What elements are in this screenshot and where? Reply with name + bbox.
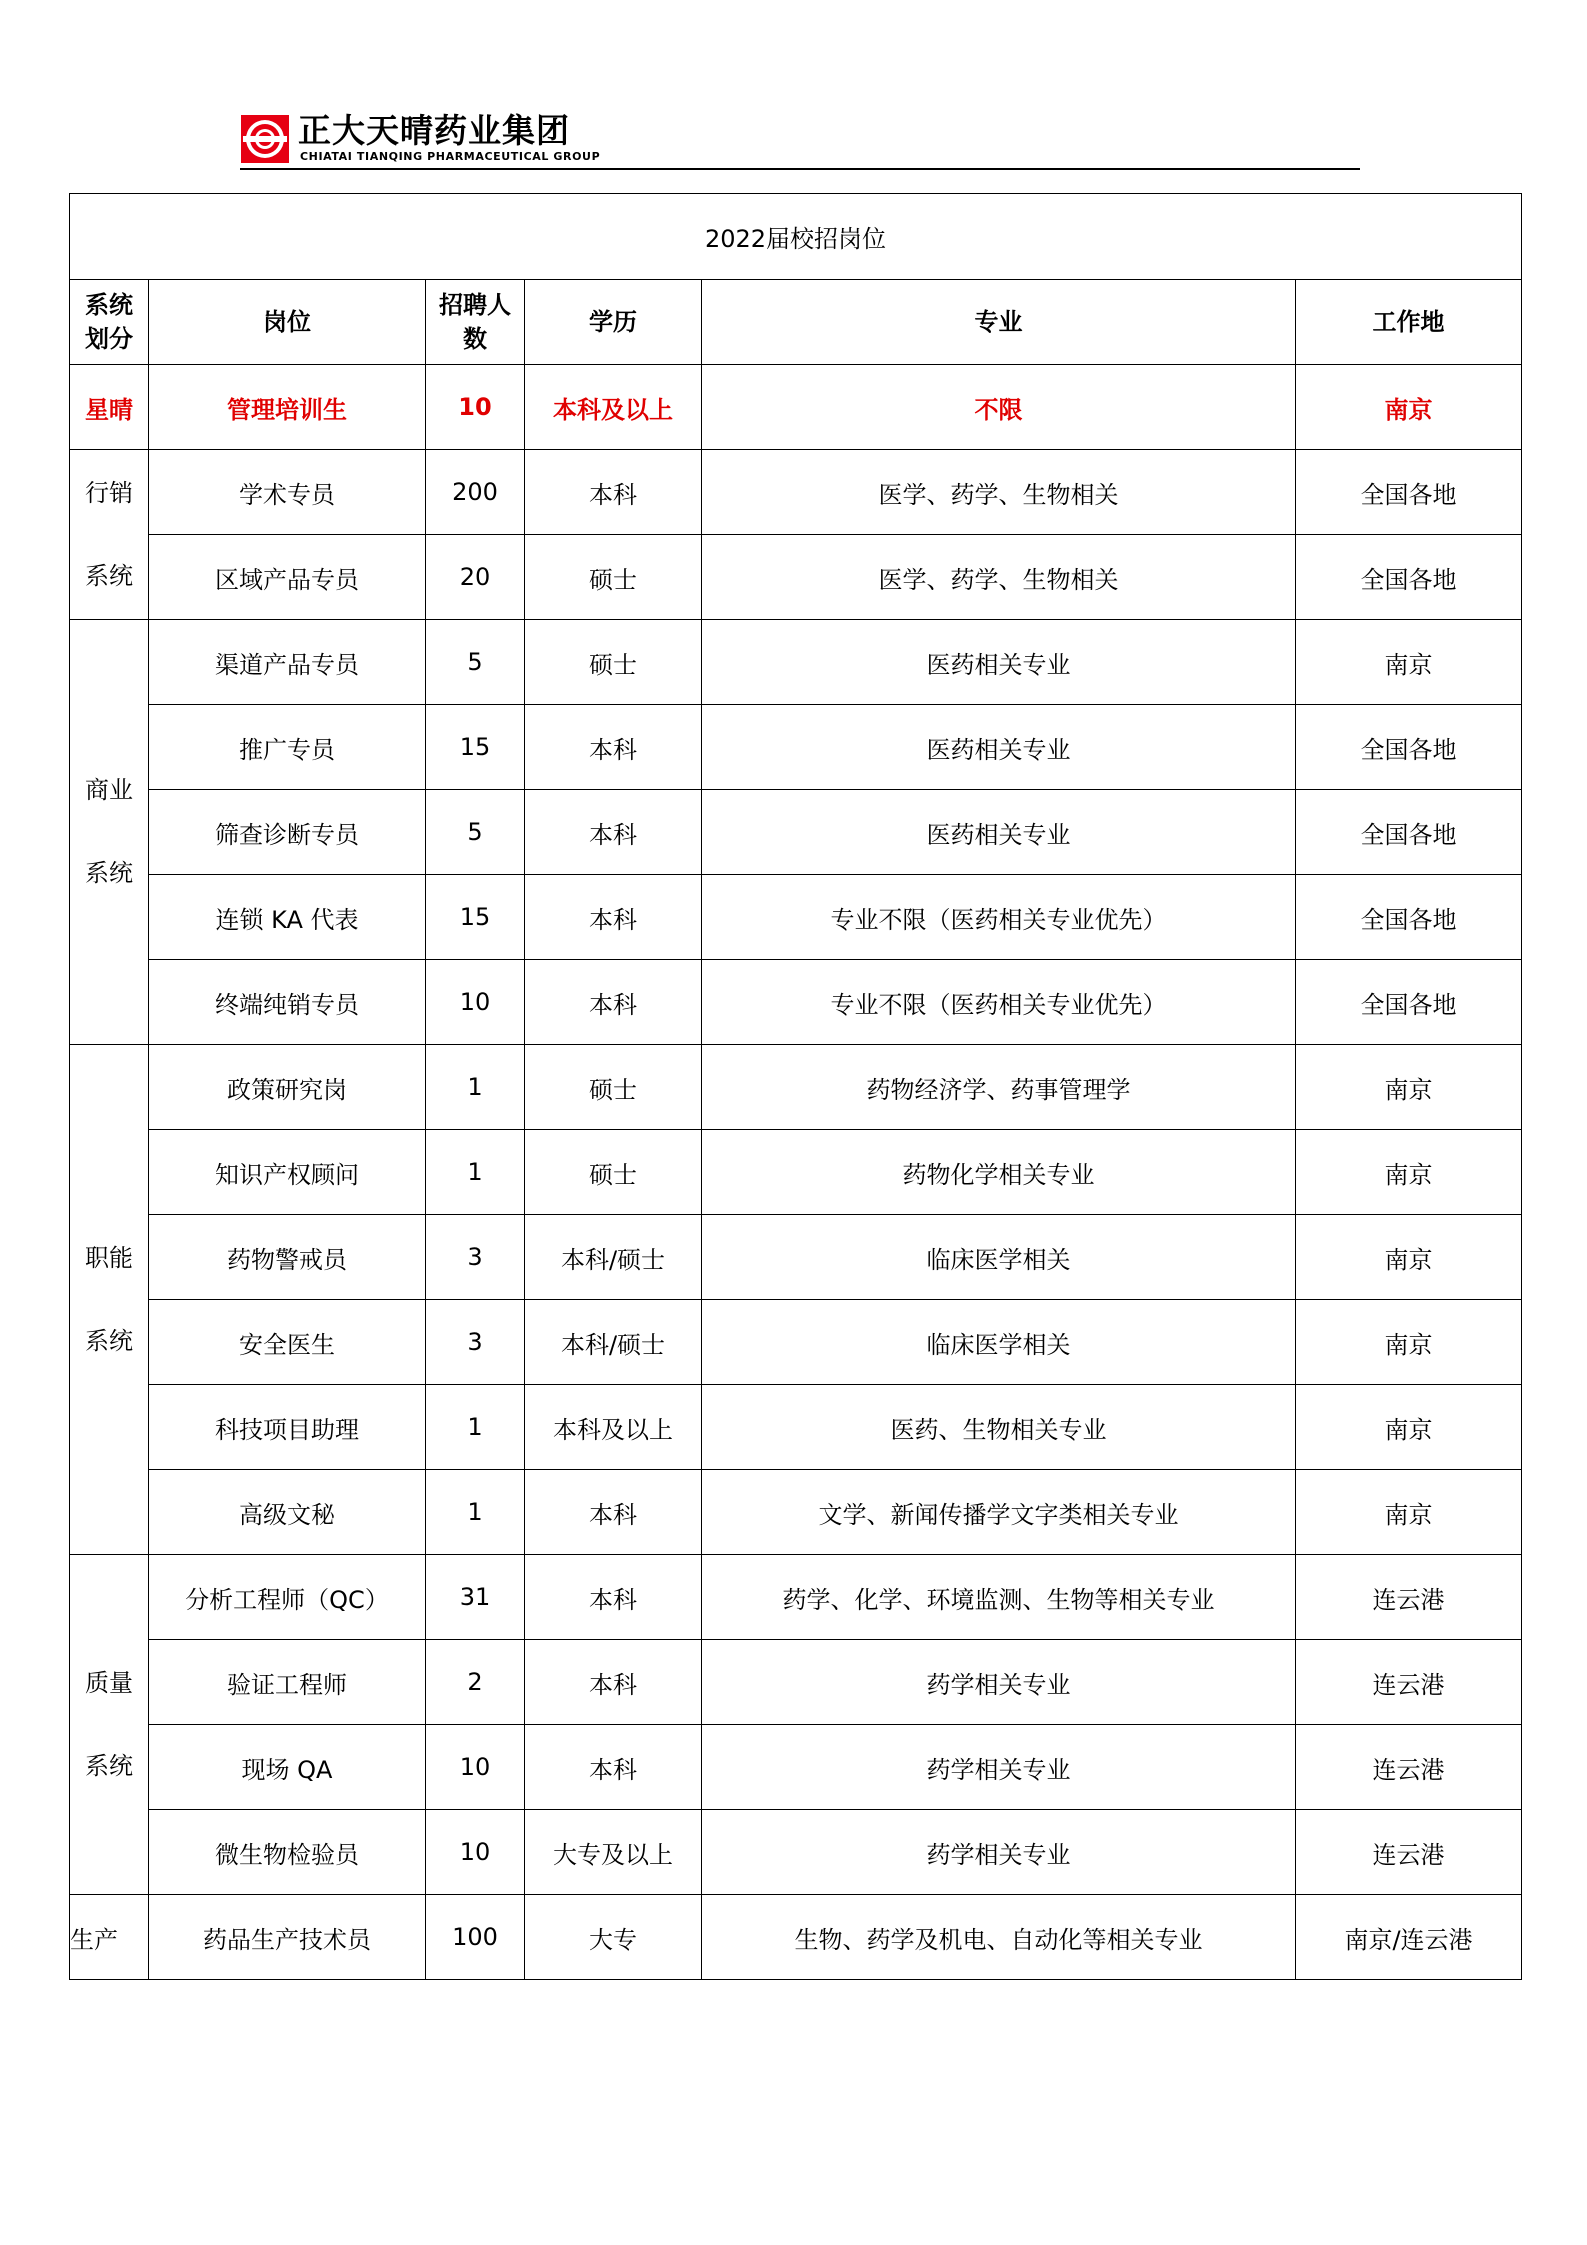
cell-major: 医药、生物相关专业 [702,1385,1296,1470]
table-row [70,1130,1522,1215]
cell-education: 本科 [525,450,702,535]
cell-education: 本科 [525,1470,702,1555]
company-logo-icon [240,114,290,164]
table-row [70,620,1522,705]
cell-position: 药品生产技术员 [149,1895,426,1980]
cell-position: 区域产品专员 [149,535,426,620]
cell-education: 本科及以上 [525,1385,702,1470]
cell-major: 药物化学相关专业 [702,1130,1296,1215]
cell-education: 硕士 [525,1045,702,1130]
cell-count: 20 [426,535,525,620]
cell-position: 微生物检验员 [149,1810,426,1895]
table-row [70,790,1522,875]
cell-location: 南京 [1296,1130,1522,1215]
cell-location: 连云港 [1296,1640,1522,1725]
cell-count: 15 [426,705,525,790]
cell-location: 南京/连云港 [1296,1895,1522,1980]
cell-location: 南京 [1296,1300,1522,1385]
table-row [70,1385,1522,1470]
table-row [70,1215,1522,1300]
cell-position: 现场 QA [149,1725,426,1810]
cell-education: 本科 [525,960,702,1045]
group-cell-functional: 职能 系统 [70,1045,149,1555]
cell-major: 临床医学相关 [702,1300,1296,1385]
table-title: 2022届校招岗位 [70,194,1522,280]
cell-location: 全国各地 [1296,960,1522,1045]
cell-location: 南京 [1296,1045,1522,1130]
header-education: 学历 [525,280,702,365]
cell-education: 硕士 [525,1130,702,1215]
cell-major: 药学相关专业 [702,1725,1296,1810]
cell-major: 专业不限（医药相关专业优先） [702,960,1296,1045]
cell-education: 本科/硕士 [525,1215,702,1300]
cell-education: 大专及以上 [525,1810,702,1895]
cell-major: 专业不限（医药相关专业优先） [702,875,1296,960]
cell-count: 5 [426,790,525,875]
table-row [70,1300,1522,1385]
cell-location: 南京 [1296,365,1522,450]
group-cell-marketing: 行销 系统 [70,450,149,620]
cell-location: 全国各地 [1296,790,1522,875]
cell-position: 学术专员 [149,450,426,535]
brand-name-cn: 正大天晴药业集团 [298,111,570,150]
cell-count: 10 [426,365,525,450]
cell-position: 安全医生 [149,1300,426,1385]
cell-education: 本科及以上 [525,365,702,450]
cell-major: 生物、药学及机电、自动化等相关专业 [702,1895,1296,1980]
header-major: 专业 [702,280,1296,365]
cell-count: 3 [426,1215,525,1300]
group-cell-xingqing: 星晴 [70,365,149,450]
cell-count: 3 [426,1300,525,1385]
group-cell-business: 商业 系统 [70,620,149,1045]
page-header [240,110,1360,168]
cell-location: 南京 [1296,620,1522,705]
cell-position: 终端纯销专员 [149,960,426,1045]
cell-major: 医学、药学、生物相关 [702,535,1296,620]
cell-education: 本科 [525,1555,702,1640]
cell-count: 10 [426,960,525,1045]
cell-count: 1 [426,1130,525,1215]
group-cell-production: 生产 [70,1895,149,1980]
table-row [70,1045,1522,1130]
cell-major: 临床医学相关 [702,1215,1296,1300]
cell-count: 10 [426,1725,525,1810]
cell-position: 高级文秘 [149,1470,426,1555]
cell-position: 药物警戒员 [149,1215,426,1300]
cell-count: 31 [426,1555,525,1640]
brand-name-en: CHIATAI TIANQING PHARMACEUTICAL GROUP [300,150,601,163]
cell-position: 知识产权顾问 [149,1130,426,1215]
group-cell-quality: 质量 系统 [70,1555,149,1895]
table-row [70,365,1522,450]
cell-position: 验证工程师 [149,1640,426,1725]
cell-location: 南京 [1296,1215,1522,1300]
cell-major: 药学相关专业 [702,1640,1296,1725]
cell-location: 全国各地 [1296,535,1522,620]
header-headcount: 招聘人 数 [426,280,525,365]
cell-count: 1 [426,1045,525,1130]
cell-education: 大专 [525,1895,702,1980]
cell-education: 本科 [525,790,702,875]
cell-count: 5 [426,620,525,705]
cell-location: 连云港 [1296,1810,1522,1895]
cell-education: 硕士 [525,620,702,705]
cell-major: 药物经济学、药事管理学 [702,1045,1296,1130]
cell-location: 连云港 [1296,1725,1522,1810]
table-row [70,450,1522,535]
table-row [70,1555,1522,1640]
cell-location: 南京 [1296,1470,1522,1555]
table-row [70,1810,1522,1895]
cell-education: 本科 [525,1725,702,1810]
table-row [70,1470,1522,1555]
cell-education: 本科 [525,1640,702,1725]
table-row [70,960,1522,1045]
cell-location: 连云港 [1296,1555,1522,1640]
cell-location: 南京 [1296,1385,1522,1470]
header-location: 工作地 [1296,280,1522,365]
table-row [70,1895,1522,1980]
cell-position: 分析工程师（QC） [149,1555,426,1640]
cell-location: 全国各地 [1296,875,1522,960]
cell-major: 医学、药学、生物相关 [702,450,1296,535]
cell-major: 药学相关专业 [702,1810,1296,1895]
cell-major: 文学、新闻传播学文字类相关专业 [702,1470,1296,1555]
cell-education: 本科/硕士 [525,1300,702,1385]
cell-count: 10 [426,1810,525,1895]
cell-position: 科技项目助理 [149,1385,426,1470]
table-header-row [70,280,1522,365]
cell-count: 2 [426,1640,525,1725]
cell-position: 推广专员 [149,705,426,790]
cell-position: 政策研究岗 [149,1045,426,1130]
cell-position: 筛查诊断专员 [149,790,426,875]
cell-position: 渠道产品专员 [149,620,426,705]
cell-major: 不限 [702,365,1296,450]
cell-major: 医药相关专业 [702,790,1296,875]
cell-education: 本科 [525,875,702,960]
cell-education: 硕士 [525,535,702,620]
cell-position: 管理培训生 [149,365,426,450]
cell-major: 药学、化学、环境监测、生物等相关专业 [702,1555,1296,1640]
cell-count: 1 [426,1470,525,1555]
table-row [70,1640,1522,1725]
cell-count: 15 [426,875,525,960]
cell-location: 全国各地 [1296,705,1522,790]
cell-education: 本科 [525,705,702,790]
cell-major: 医药相关专业 [702,705,1296,790]
table-row [70,535,1522,620]
recruitment-table [69,193,1522,1980]
cell-position: 连锁 KA 代表 [149,875,426,960]
header-position: 岗位 [149,280,426,365]
table-row [70,705,1522,790]
cell-location: 全国各地 [1296,450,1522,535]
cell-count: 1 [426,1385,525,1470]
header-system: 系统 划分 [70,280,149,365]
cell-count: 200 [426,450,525,535]
cell-major: 医药相关专业 [702,620,1296,705]
cell-count: 100 [426,1895,525,1980]
table-row [70,1725,1522,1810]
header-divider [240,168,1360,170]
table-row [70,875,1522,960]
